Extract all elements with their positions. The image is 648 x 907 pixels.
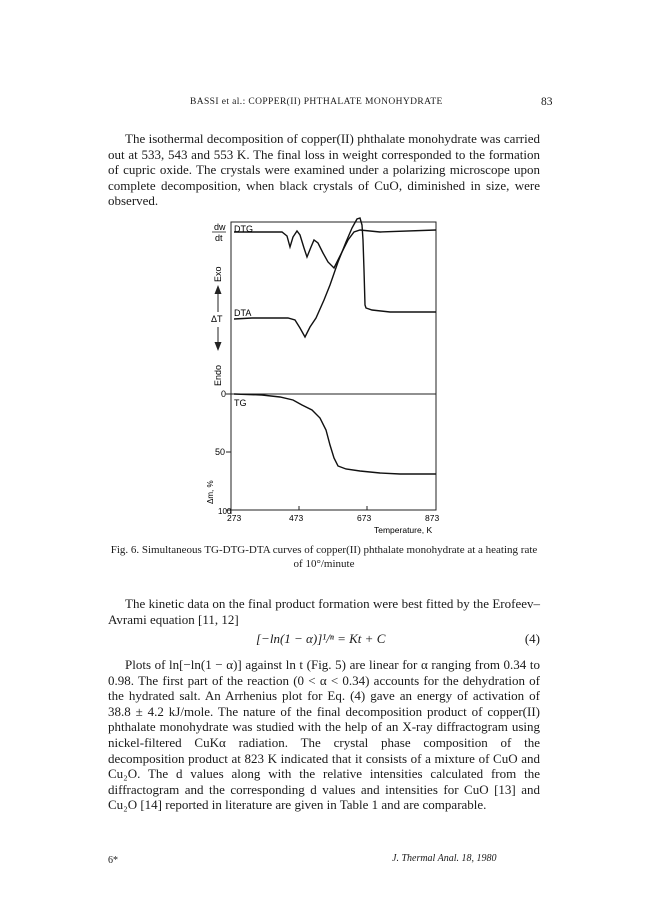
x-axis-label: Temperature, K	[374, 525, 433, 535]
paragraph-text: The isothermal decomposition of copper(II) phthalate monohydrate was carried out at 533, 543 and 553 K. The final loss in weight corresponded to the formation of cupric oxide. The crystals were examined under a polarizing microscope upon complete decomposition, when black crystals of CuO, diminished in size, were observed.	[108, 131, 540, 209]
tg-tick-label-100: 100	[218, 507, 232, 516]
paragraph-plots-arrhenius-xray	[108, 657, 540, 813]
paragraph-kinetic-data	[108, 596, 540, 627]
x-tick-label-473: 473	[289, 513, 304, 523]
equation-body: [−ln(1 − α)]¹/ⁿ = Kt + C	[256, 631, 386, 646]
paragraph-text: The kinetic data on the final product formation were best fitted by the Erofeev–Avrami equation [11, 12]	[108, 596, 540, 627]
page-number: 83	[541, 96, 553, 108]
exo-label: Exo	[213, 266, 223, 282]
dtg-ylabel-numerator: dw	[214, 222, 226, 232]
endo-arrow-icon	[215, 342, 222, 351]
footer-journal: J. Thermal Anal. 18, 1980	[392, 853, 497, 864]
tg-panel-frame	[231, 394, 436, 510]
x-tick-label-273: 273	[227, 513, 242, 523]
dtg-dta-panel-frame	[231, 222, 436, 394]
tg-axis-ticks	[226, 394, 436, 514]
delta-t-label: ΔT	[211, 314, 223, 324]
tg-tick-label-50: 50	[215, 447, 226, 457]
exo-arrow-icon	[215, 285, 222, 294]
endo-label: Endo	[213, 364, 223, 386]
dtg-panel-label: DTG	[234, 224, 253, 234]
figure-caption: Fig. 6. Simultaneous TG-DTG-DTA curves of copper(II) phthalate monohydrate at a heating rate of 10°/minute	[110, 544, 538, 570]
tg-tick-label-0: 0	[221, 389, 227, 399]
dtg-ylabel-denominator: dt	[215, 233, 223, 243]
tg-panel-label: TG	[234, 398, 247, 408]
paragraph-text: Plots of ln[−ln(1 − α)] against ln t (Fig. 5) are linear for α ranging from 0.34 to 0.98. The first part of the reaction (0 < α < 0.34) accounts for the dehydration of the hydrated salt. An Arrhenius plot for Eq. (4) gave an energy of activation of 38.8 ± 4.2 kJ/mole. The nature of the final decomposition product of copper(II) phthalate monohydrate was studied with the help of an X-ray diffractogram using nickel-filtered CuKα radiation. The crystal phase composition of the decomposition product at 823 K indicated that it consists of a mixture of CuO and Cu₂O. The d values along with the relative intensities calculated from the diffractogram and the corresponding d values and intensities for CuO [13] and Cu₂O [14] reported in literature are given in Table 1 and are comparable.	[108, 657, 540, 813]
dta-curve	[234, 218, 436, 337]
footer-signature: 6*	[108, 855, 118, 866]
tg-curve	[234, 394, 436, 474]
x-tick-label-873: 873	[425, 513, 440, 523]
equation-number: (4)	[524, 631, 540, 646]
dta-panel-label: DTA	[234, 308, 252, 318]
dtg-curve	[234, 230, 436, 268]
equation-4	[108, 631, 540, 649]
running-title: BASSI et al.: COPPER(II) PHTHALATE MONOHYDRATE	[190, 97, 443, 107]
tg-ylabel: Δm, %	[206, 480, 215, 504]
x-tick-label-673: 673	[357, 513, 372, 523]
